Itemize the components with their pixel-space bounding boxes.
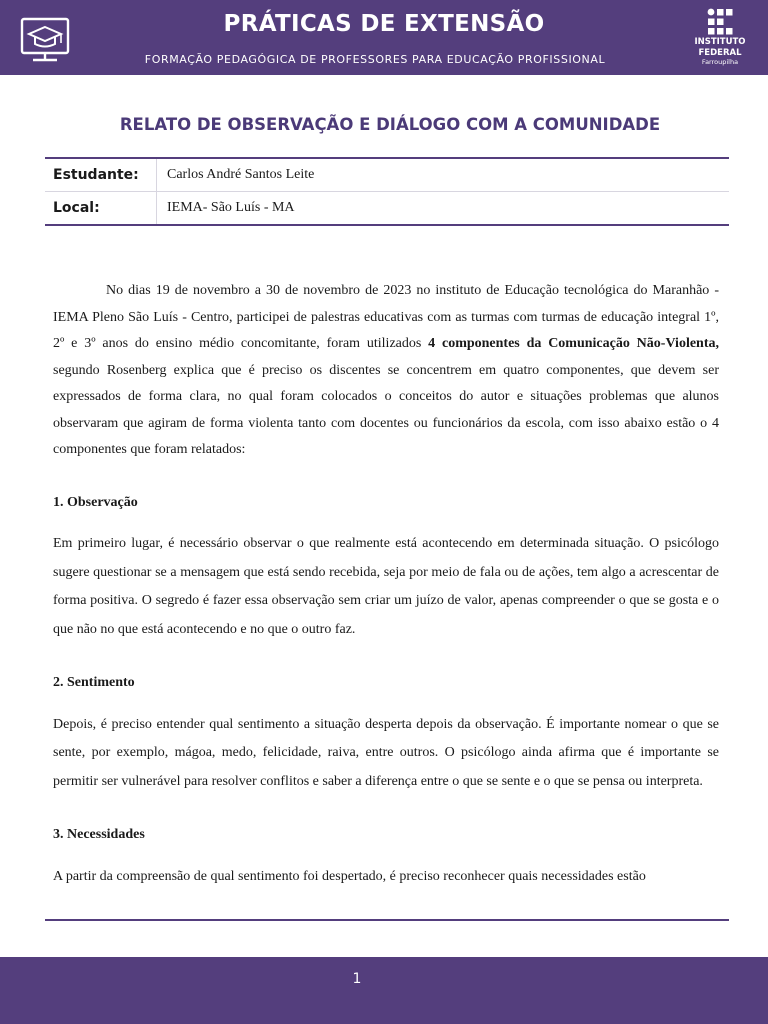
- page-number: 1: [352, 971, 362, 987]
- location-row: [45, 191, 729, 224]
- institute-grid-icon: [707, 8, 733, 36]
- institute-line2: FEDERAL: [698, 48, 742, 58]
- bottom-divider: [45, 919, 729, 921]
- section-text: Depois, é preciso entender qual sentimento a situação desperta depois da observação. É importante nomear o que se sente, por exemplo, mágoa, medo, felicidade, raiva, entre outros. O psicólogo ainda afirma que é importante se permitir ser vulnerável para resolver conflitos e saber a diferença entre o que se sente e o que se pensa ou interpreta.: [53, 716, 719, 789]
- document-body: [53, 278, 719, 891]
- section-needs: [53, 822, 719, 891]
- page-header: [0, 0, 768, 75]
- header-title: PRÁTICAS DE EXTENSÃO: [223, 11, 545, 37]
- location-label: Local:: [45, 192, 157, 224]
- section-feeling: [53, 670, 719, 796]
- section-heading: 3. Necessidades: [53, 827, 145, 842]
- institute-logo: [694, 8, 746, 70]
- intro-text-part2: segundo Rosenberg explica que é preciso os discentes se concentrem em quatro componentes, que devem ser expressados de forma clara, no qual foram colocados o conceitos do autor e situações problemas que alunos observaram que agiram de forma violenta tanto com docentes ou funcionários da escola, com isso abaixo estão o 4 componentes que foram relatados:: [53, 362, 719, 457]
- intro-text-bold: 4 componentes da Comunicação Não-Violenta,: [428, 336, 719, 351]
- student-value: Carlos André Santos Leite: [167, 167, 315, 182]
- page-footer: [0, 957, 768, 1024]
- section-text: A partir da compreensão de qual sentimento foi despertado, é preciso reconhecer quais necessidades estão: [53, 868, 646, 884]
- intro-text-part1: No dias 19 de novembro a 30 de novembro de 2023 no instituto de Educação tecnológica do Maranhão - IEMA Pleno São Luís - Centro, participei de palestras educativas com as turmas com turmas de educação integral 1º, 2º e 3º anos do ensino médio concomitante, foram utilizados: [53, 283, 719, 351]
- intro-paragraph: [53, 278, 719, 464]
- section-text: Em primeiro lugar, é necessário observar o que realmente está acontecendo em determinada situação. O psicólogo sugere questionar se a mensagem que está sendo recebida, seja por meio de fala ou de ações, tem algo a acrescentar de forma positiva. O segredo é fazer essa observação sem criar um juízo de valor, apenas compreender o que se gosta e o que não no que está acontecendo e no que o outro faz.: [53, 536, 719, 637]
- section-heading: 2. Sentimento: [53, 675, 135, 690]
- document-title: RELATO DE OBSERVAÇÃO E DIÁLOGO COM A COMUNIDADE: [119, 115, 661, 134]
- institute-campus: Farroupilha: [701, 58, 739, 66]
- section-heading: 1. Observação: [53, 494, 138, 510]
- student-row: [45, 159, 729, 191]
- info-table: [45, 157, 729, 226]
- student-label: Estudante:: [45, 159, 157, 191]
- header-subtitle: FORMAÇÃO PEDAGÓGICA DE PROFESSORES PARA EDUCAÇÃO PROFISSIONAL: [144, 53, 606, 66]
- section-observation: [53, 490, 719, 645]
- institute-line1: INSTITUTO: [694, 37, 746, 47]
- location-value: IEMA- São Luís - MA: [167, 200, 295, 215]
